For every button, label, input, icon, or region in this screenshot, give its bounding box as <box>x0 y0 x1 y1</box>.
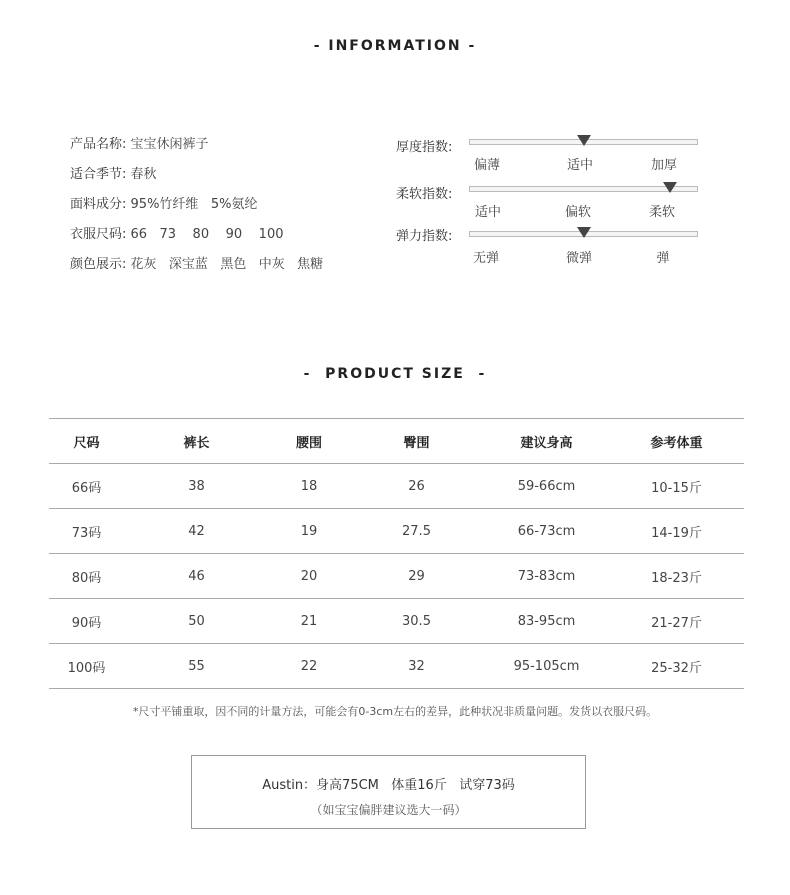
scale-tick: 加厚 <box>650 158 678 173</box>
table-cell: 18-23斤 <box>609 554 744 599</box>
table-cell: 26 <box>349 464 484 509</box>
table-cell: 59-66cm <box>484 464 609 509</box>
table-cell: 66-73cm <box>484 509 609 554</box>
info-row-colors: 颜色展示: 花灰 深宝蓝 黑色 中灰 焦糖 <box>70 257 324 272</box>
model-advice-line: （如宝宝偏胖建议选大一码） <box>310 803 467 817</box>
scale-marker <box>577 135 591 146</box>
scale-tick: 微弹 <box>565 251 593 266</box>
table-cell: 73码 <box>49 509 124 554</box>
table-cell: 20 <box>269 554 349 599</box>
table-cell: 55 <box>124 644 269 689</box>
table-cell: 27.5 <box>349 509 484 554</box>
size-table <box>49 418 744 689</box>
scale-label: 弹力指数: <box>396 229 453 244</box>
table-cell: 10-15斤 <box>609 464 744 509</box>
table-row <box>49 554 744 599</box>
table-cell: 38 <box>124 464 269 509</box>
table-row <box>49 644 744 689</box>
col-header: 腰围 <box>269 419 349 464</box>
table-cell: 21-27斤 <box>609 599 744 644</box>
scale-tick: 适中 <box>474 205 502 220</box>
col-header: 参考体重 <box>609 419 744 464</box>
scale-tick: 偏软 <box>564 205 592 220</box>
scale-label: 柔软指数: <box>396 187 453 202</box>
table-cell: 66码 <box>49 464 124 509</box>
scale-track <box>469 231 698 237</box>
col-header: 臀围 <box>349 419 484 464</box>
scale-tick: 适中 <box>566 158 594 173</box>
product-size-heading: - PRODUCT SIZE - <box>303 366 487 382</box>
info-row-sizes: 衣服尺码: 66 73 80 90 100 <box>70 227 284 242</box>
scale-marker <box>663 182 677 193</box>
scale-marker <box>577 227 591 238</box>
table-cell: 50 <box>124 599 269 644</box>
scale-tick: 偏薄 <box>473 158 501 173</box>
table-cell: 18 <box>269 464 349 509</box>
table-row <box>49 509 744 554</box>
table-cell: 80码 <box>49 554 124 599</box>
information-heading: - INFORMATION - <box>313 38 477 54</box>
table-cell: 95-105cm <box>484 644 609 689</box>
model-info-box <box>191 755 586 829</box>
table-row <box>49 464 744 509</box>
col-header: 尺码 <box>49 419 124 464</box>
scale-tick: 无弹 <box>472 251 500 266</box>
table-cell: 73-83cm <box>484 554 609 599</box>
measurement-note: *尺寸平铺重取，因不同的计量方法，可能会有0-3cm左右的差异，此种状况非质量问题。发货以衣服尺码。 <box>132 705 658 718</box>
table-cell: 21 <box>269 599 349 644</box>
info-row-season: 适合季节: 春秋 <box>70 167 157 182</box>
table-cell: 32 <box>349 644 484 689</box>
scale-tick: 弹 <box>656 251 670 266</box>
table-cell: 14-19斤 <box>609 509 744 554</box>
scale-tick: 柔软 <box>648 205 676 220</box>
table-cell: 22 <box>269 644 349 689</box>
scale-label: 厚度指数: <box>396 140 453 155</box>
table-cell: 83-95cm <box>484 599 609 644</box>
product-info-list <box>70 136 323 286</box>
table-row <box>49 599 744 644</box>
table-cell: 25-32斤 <box>609 644 744 689</box>
col-header: 建议身高 <box>484 419 609 464</box>
col-header: 裤长 <box>124 419 269 464</box>
table-header-row <box>49 419 744 464</box>
table-cell: 100码 <box>49 644 124 689</box>
info-row-name: 产品名称: 宝宝休闲裤子 <box>70 137 209 152</box>
info-row-fabric: 面料成分: 95%竹纤维 5%氨纶 <box>70 197 258 212</box>
scale-track <box>469 139 698 145</box>
scale-track <box>469 186 698 192</box>
table-cell: 46 <box>124 554 269 599</box>
model-info-line: Austin：身高75CM 体重16斤 试穿73码 <box>262 778 515 793</box>
table-cell: 29 <box>349 554 484 599</box>
table-cell: 90码 <box>49 599 124 644</box>
table-cell: 42 <box>124 509 269 554</box>
table-cell: 30.5 <box>349 599 484 644</box>
table-cell: 19 <box>269 509 349 554</box>
